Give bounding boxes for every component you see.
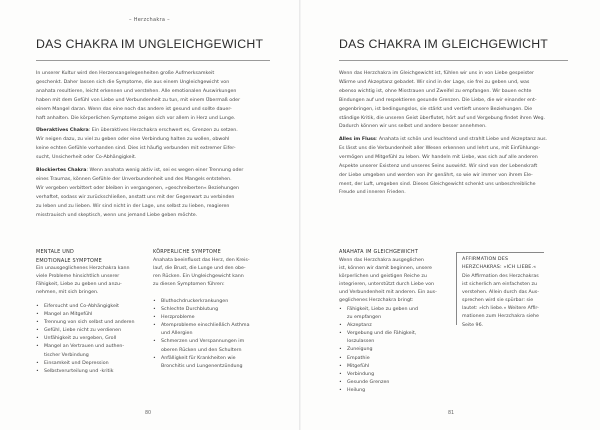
list-item: • Eifersucht und Co-Abhängigkeit bbox=[36, 303, 152, 311]
title-rule-right bbox=[339, 60, 568, 61]
physical-symptoms-list bbox=[153, 298, 277, 371]
physical-symptoms-heading: KÖRPERLICHE SYMPTOME bbox=[153, 249, 221, 255]
list-item: • Mangel an Mitgefühl bbox=[36, 311, 152, 319]
list-item: oberen Rücken und den Schultern bbox=[161, 347, 242, 353]
list-item: • Bluthochdruckerkrankungen bbox=[153, 298, 277, 306]
affirmation-heading: AFFIRMATION DES HERZCHAKRAS: »ICH LIEBE.« bbox=[462, 257, 537, 271]
in-flow-paragraph: Alles im Fluss: Anahata ist schön und leuchtend und strahlt Liebe und Akzeptanz aus. Es lässt uns die Verbundenheit aller Wesen erkennen und lehrt uns, mit Einfühlungs- vermögen und Mitgefühl zu leben. Wir handeln mit Liebe, was sich auf alle anderen Aspekte unserer Existenz und unseres Seins auswirkt. Wir sind von der Lebenskraft der Liebe umgeben und werden von ihr genährt, so wie wir immer von ihrem Ele- ment, der Luft, umgeben sind. Dieses Gleichgewicht schenkt uns unbeschreibliche Freude und inneren Frieden. bbox=[339, 137, 548, 196]
list-item: • Fähigkeit, Liebe zu geben und bbox=[339, 306, 454, 314]
list-item: • Zuneigung bbox=[339, 346, 454, 354]
list-item: • Trennung von sich selbst und anderen bbox=[36, 319, 152, 327]
list-item: tischer Verbindung bbox=[44, 352, 89, 358]
overactive-label: Überaktives Chakra bbox=[36, 128, 89, 133]
page-number-left: 80 bbox=[145, 411, 152, 416]
mental-symptoms-text: Ein unausgeglichenes Herzchakra kann viele Probleme hinsichtlich unserer Fähigkeit, Liebe zu geben und anzu- nehmen, mit sich bringen. bbox=[36, 266, 130, 296]
blocked-paragraph: Blockiertes Chakra: Wenn anahata wenig aktiv ist, sei es wegen einer Trennung oder eines Traumas, können Gefühle der Unverbundenheit und des Mangels entstehen. Wir vergeben verbittert oder bleiben in vergangenen, »geschreiberten« Beziehungen verhaftet, sodass wir zurückschließen, anstatt uns mit der Gegenwart zu verbinden zu leben und zu lieben. Wir sind nicht in der Lage, uns selbst zu lieben, reagieren misstrauisch und skeptisch, wenn uns jemand Liebe geben möchte. bbox=[36, 168, 244, 218]
list-item: • Herzprobleme bbox=[153, 314, 277, 322]
page-title-right: DAS CHAKRA IM GLEICHGEWICHT bbox=[339, 37, 549, 51]
list-item: • Empathie bbox=[339, 355, 454, 363]
list-item: • Unfähigkeit zu vergeben, Groll bbox=[36, 335, 152, 343]
title-rule-left bbox=[36, 60, 270, 61]
list-item: • Heilung bbox=[339, 387, 454, 395]
intro-paragraph-right: Wenn das Herzchakra im Gleichgewicht ist, fühlen wir uns in von Liebe gespeister Wärme und Akzeptanz gebadet. Wir sind in der Lage, sie frei zu geben und, was ebenso wichtig ist, ohne Misstrauen und Zweifel zu empfangen. Wir bauen echte Bindungen auf und respektieren gesunde Grenzen. Die Liebe, die wir einander ent- gegenbringen, ist bedingungslos, sie stärkt und vertieft unsere Beziehungen. Die ständige Kritik, die unseren Geist überflutet, hört auf und Vergebung findet ihren Weg. Dadurch können wir uns selbst und andere besser annehmen. bbox=[339, 71, 546, 130]
list-item: • Atemprobleme einschließlich Asthma bbox=[153, 322, 277, 330]
list-item: • Selbstverurteilung und -kritik bbox=[36, 368, 152, 376]
list-item: • Einsamkeit und Depression bbox=[36, 360, 152, 368]
list-item: • Anfälligkeit für Krankheiten wie bbox=[153, 355, 277, 363]
intro-paragraph-left: In unserer Kultur wird den Herzensangelegenheiten große Aufmerksamkeit geschenkt. Daher lassen sich die Symptome, die aus einem Ungleichgewicht von anahata resultieren, leicht erkennen und verstehen. Alle emotionalen Auswirkungen haben mit dem Gefühl von Liebe und Verbundenheit zu tun, mit einem Übermaß oder einem Mangel daran. Wenn das eine noch das andere ist gesund und sollte dauer- haft anhalten. Die körperlichen Symptome zeigen sich vor allem in Herz und Lunge. bbox=[36, 71, 241, 121]
running-head: – Herzchakra – bbox=[129, 17, 170, 23]
list-item: • Gefühl, Liebe nicht zu verdienen bbox=[36, 327, 152, 335]
affirmation-text: Die Affirmation des Herzchakras ist sicherlich am einfachsten zu verstehen. Allein durch das Aus- sprechen wird sie spürbar: sie lautet: »Ich liebe.« Weitere Affir- mationen zum Herzchakra siehe Seite 96. bbox=[462, 274, 539, 328]
physical-symptoms-text: Anahata beeinflusst das Herz, den Kreis- lauf, die Brust, die Lunge und den obe- ren Rücken. Ein Ungleichgewicht kann zu diesen Symptomen führen: bbox=[153, 258, 250, 288]
in-flow-label: Alles im Fluss bbox=[339, 137, 376, 142]
list-item: • Schlechte Durchblutung bbox=[153, 306, 277, 314]
list-item: • Gesunde Grenzen bbox=[339, 379, 454, 387]
list-item: • Mitgefühl bbox=[339, 363, 454, 371]
list-item: • Verbindung bbox=[339, 371, 454, 379]
list-item: und Allergien bbox=[161, 331, 193, 337]
anahata-balance-text: Wenn das Herzchakra ausgeglichen ist, können wir damit beginnen, unsere körperlichen und geistigen Reiche zu integrieren, unterstützt durch Liebe von und Verbundenheit mit anderen. Ein aus- geglichenes Herzchakra bringt: bbox=[339, 258, 437, 304]
anahata-balance-heading: ANAHATA IM GLEICHGEWICHT bbox=[339, 249, 419, 255]
list-item: loszulassen bbox=[347, 339, 375, 345]
list-item: • Vergebung und die Fähigkeit, bbox=[339, 330, 454, 338]
overactive-paragraph: Überaktives Chakra: Ein überaktives Herzchakra erschwert es, Grenzen zu setzen. Wir neigen dazu, zu viel zu geben oder eine Verbindung halten zu wollen, obwohl keine echten Gefühle vorhanden sind. Dies ist häufig verbunden mit extremer Eifer- sucht, Unsicherheit oder Co-Abhängigkeit. bbox=[36, 128, 238, 160]
blocked-label: Blockiertes Chakra bbox=[36, 168, 87, 173]
page-title-left: DAS CHAKRA IM UNGLEICHGEWICHT bbox=[36, 37, 264, 51]
list-item: • Mangel an Vertrauen und authen- bbox=[36, 343, 152, 351]
list-item: Bronchitis und Lungenentzündung bbox=[161, 363, 243, 369]
list-item: • Schmerzen und Verspannungen im bbox=[153, 338, 277, 346]
mental-symptoms-list bbox=[36, 303, 152, 376]
mental-symptoms-heading: MENTALE UND EMOTIONALE SYMPTOME bbox=[36, 249, 102, 264]
balance-benefits-list bbox=[339, 306, 454, 395]
left-page bbox=[0, 0, 299, 430]
list-item: • Akzeptanz bbox=[339, 322, 454, 330]
page-number-right: 81 bbox=[448, 411, 455, 416]
list-item: zu empfangen bbox=[347, 315, 382, 321]
